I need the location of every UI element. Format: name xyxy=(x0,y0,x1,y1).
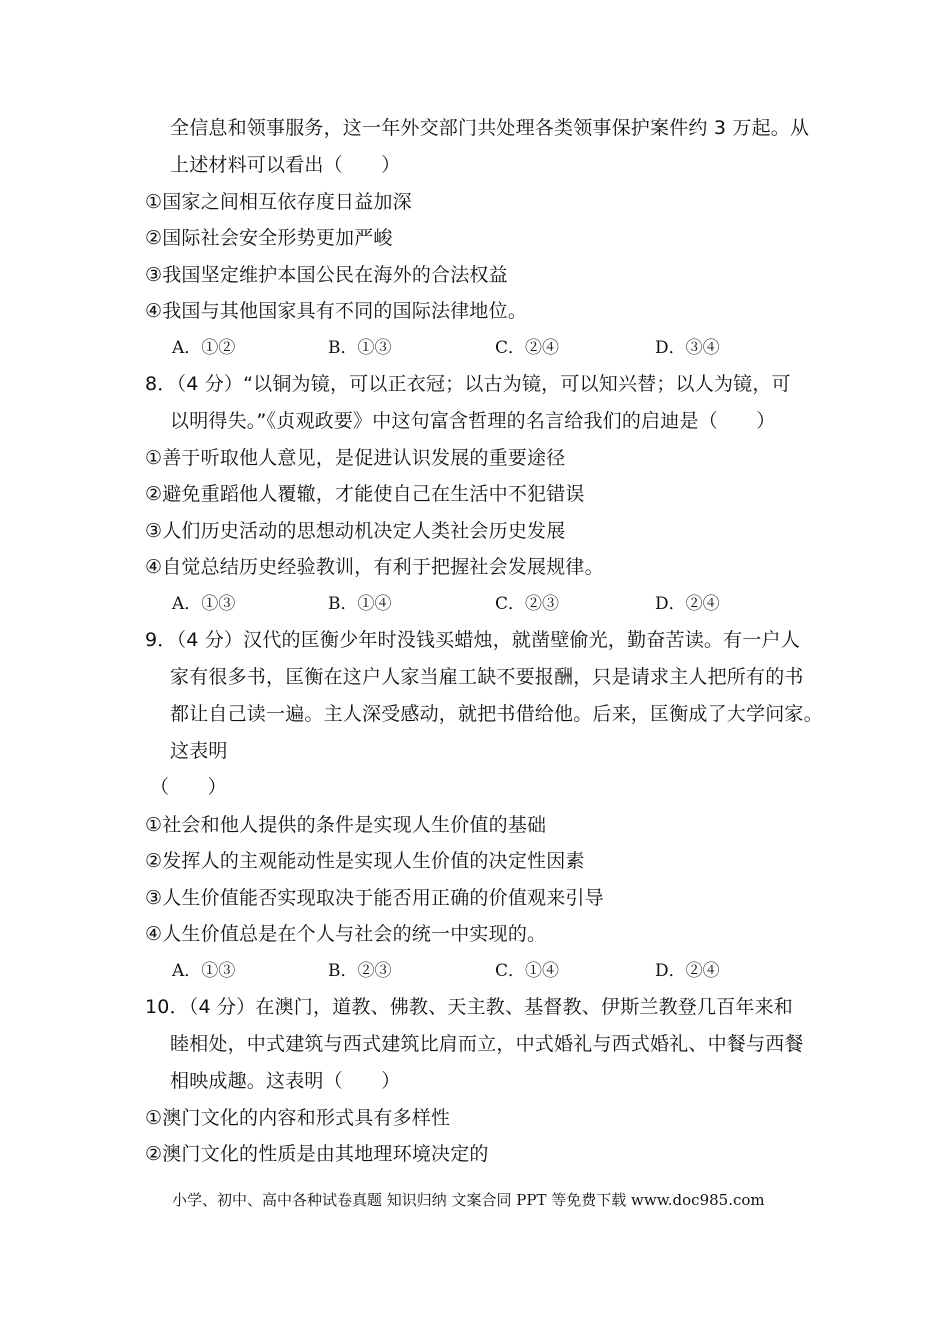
q7-option-d: D．③④ xyxy=(655,338,720,358)
q8-item-2: ②避免重蹈他人覆辙，才能使自己在生活中不犯错误 xyxy=(145,483,585,505)
q9-stem-line-3: 都让自己读一遍。主人深受感动，就把书借给他。后来，匡衡成了大学问家。 xyxy=(170,703,823,725)
q9-item-4: ④人生价值总是在个人与社会的统一中实现的。 xyxy=(145,923,547,945)
q9-stem-line-4: 这表明 xyxy=(170,740,228,762)
q10-item-2: ②澳门文化的性质是由其地理环境决定的 xyxy=(145,1143,489,1165)
q9-option-a: A．①③ xyxy=(172,961,236,981)
q7-stem-line-2: 上述材料可以看出（ ） xyxy=(170,154,401,176)
q7-item-3: ③我国坚定维护本国公民在海外的合法权益 xyxy=(145,264,508,286)
page-footer: 小学、初中、高中各种试卷真题 知识归纳 文案合同 PPT 等免费下载 www.doc985.com xyxy=(172,1191,765,1209)
q9-stem-line-2: 家有很多书，匡衡在这户人家当雇工缺不要报酬，只是请求主人把所有的书 xyxy=(170,666,804,688)
q9-option-c: C．①④ xyxy=(495,961,560,981)
q8-stem-line-1: 8．（4 分）“以铜为镜，可以正衣冠；以古为镜，可以知兴替；以人为镜，可 xyxy=(145,373,791,395)
q7-item-1: ①国家之间相互依存度日益加深 xyxy=(145,191,412,213)
q7-item-4: ④我国与其他国家具有不同的国际法律地位。 xyxy=(145,300,528,322)
q7-option-c: C．②④ xyxy=(495,338,560,358)
q10-stem-line-1: 10．（4 分）在澳门，道教、佛教、天主教、基督教、伊斯兰教登几百年来和 xyxy=(145,996,794,1018)
q7-option-b: B．①③ xyxy=(328,338,392,358)
q9-option-d: D．②④ xyxy=(655,961,720,981)
q8-item-1: ①善于听取他人意见，是促进认识发展的重要途径 xyxy=(145,447,566,469)
q9-item-3: ③人生价值能否实现取决于能否用正确的价值观来引导 xyxy=(145,887,604,909)
q8-option-a: A．①③ xyxy=(172,594,236,614)
q9-item-1: ①社会和他人提供的条件是实现人生价值的基础 xyxy=(145,814,547,836)
q7-stem-line-1: 全信息和领事服务，这一年外交部门共处理各类领事保护案件约 3 万起。从 xyxy=(170,117,810,139)
q9-answer-blank: （ ） xyxy=(150,776,227,798)
q8-stem-line-2: 以明得失。”《贞观政要》中这句富含哲理的名言给我们的启迪是（ ） xyxy=(170,410,776,432)
q8-option-d: D．②④ xyxy=(655,594,720,614)
q9-item-2: ②发挥人的主观能动性是实现人生价值的决定性因素 xyxy=(145,850,585,872)
q8-item-4: ④自觉总结历史经验教训，有利于把握社会发展规律。 xyxy=(145,556,604,578)
q9-stem-line-1: 9．（4 分）汉代的匡衡少年时没钱买蜡烛，就凿壁偷光，勤奋苦读。有一户人 xyxy=(145,629,800,651)
q10-stem-line-2: 睦相处，中式建筑与西式建筑比肩而立，中式婚礼与西式婚礼、中餐与西餐 xyxy=(170,1033,804,1055)
q8-option-b: B．①④ xyxy=(328,594,392,614)
q9-option-b: B．②③ xyxy=(328,961,392,981)
q7-item-2: ②国际社会安全形势更加严峻 xyxy=(145,227,393,249)
q7-option-a: A．①② xyxy=(172,338,236,358)
q8-item-3: ③人们历史活动的思想动机决定人类社会历史发展 xyxy=(145,520,566,542)
q10-item-1: ①澳门文化的内容和形式具有多样性 xyxy=(145,1107,451,1129)
q10-stem-line-3: 相映成趣。这表明（ ） xyxy=(170,1070,401,1092)
q8-option-c: C．②③ xyxy=(495,594,560,614)
